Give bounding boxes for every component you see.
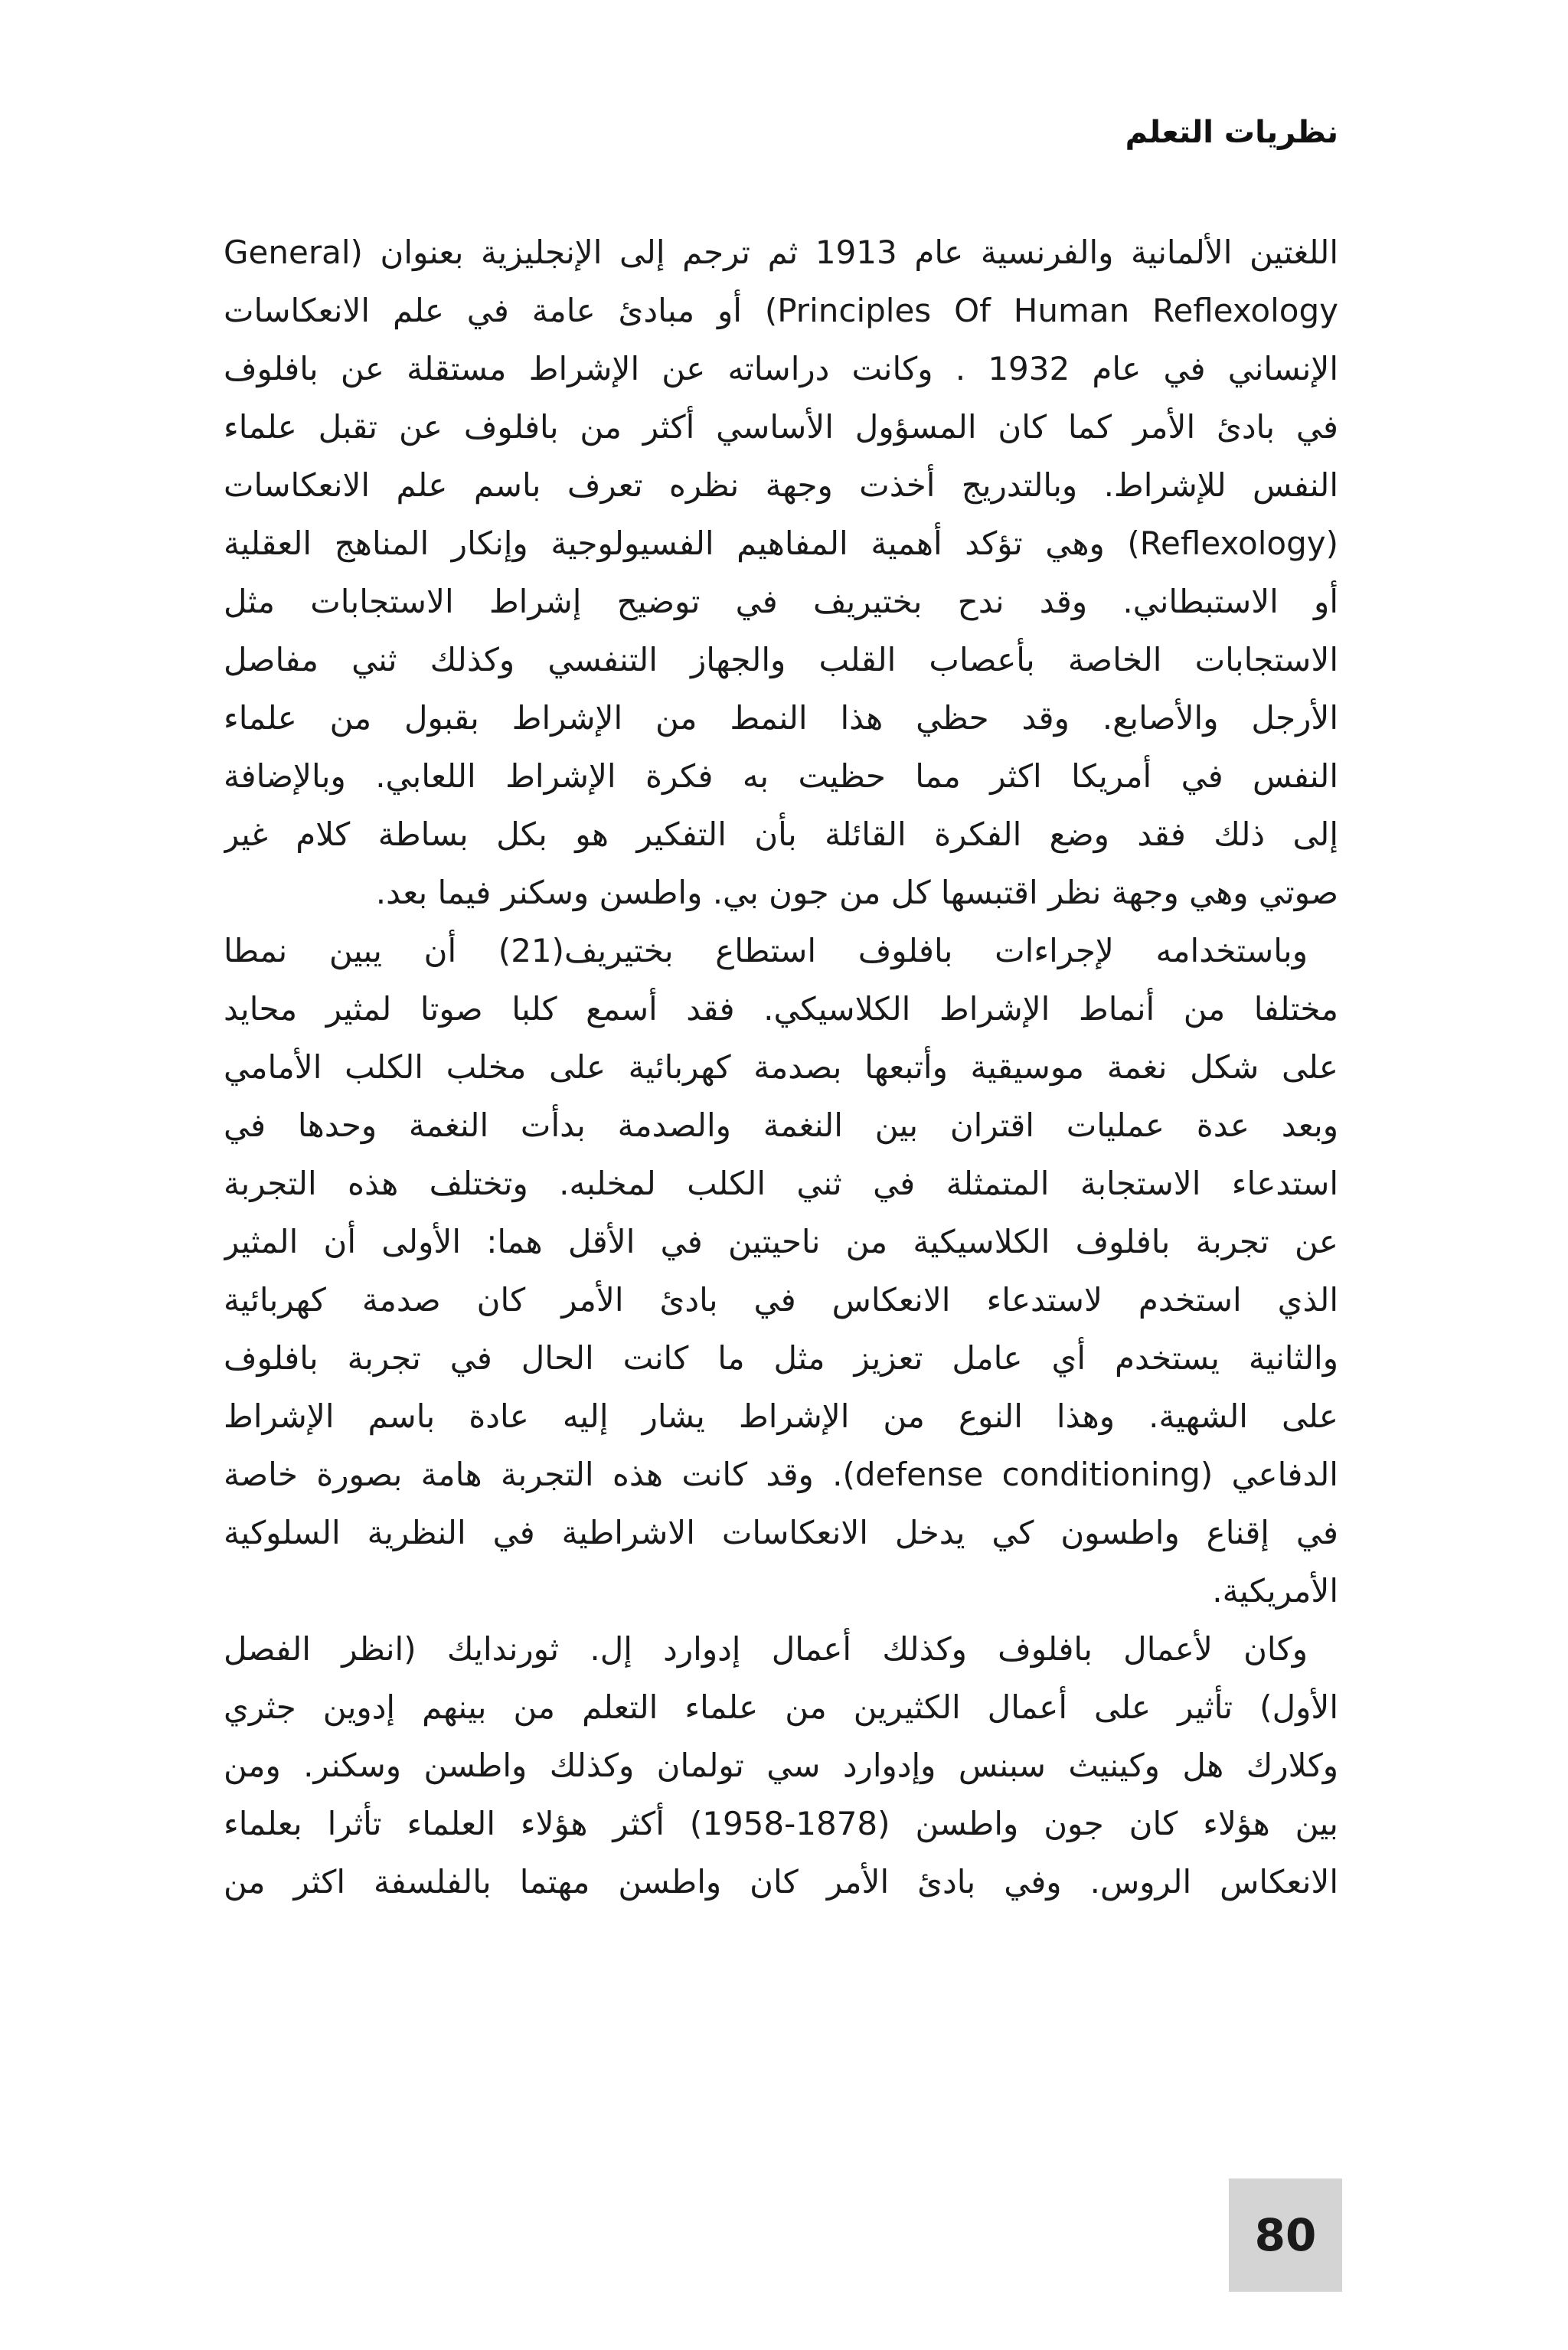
body-text: [224, 224, 1338, 1911]
text-line: في بادئ الأمر كما كان المسؤول الأساسي أكثر من بافلوف عن تقبل علماء: [224, 408, 1338, 446]
text-line: عن تجربة بافلوف الكلاسيكية من ناحيتين في الأقل هما: الأولى أن المثير: [224, 1223, 1338, 1260]
text-line: على شكل نغمة موسيقية وأتبعها بصدمة كهربائية على مخلب الكلب الأمامي: [224, 1048, 1338, 1086]
text-line: الانعكاس الروس. وفي بادئ الأمر كان واطسن مهتما بالفلسفة اكثر من: [224, 1863, 1338, 1901]
text-line: بين هؤلاء كان جون واطسن (1878-1958) أكثر هؤلاء العلماء تأثرا بعلماء: [224, 1805, 1338, 1842]
text-line: الأمريكية.: [1212, 1572, 1338, 1610]
text-line: الأول) تأثير على أعمال الكثيرين من علماء التعلم من بينهم إدوين جثري: [224, 1688, 1338, 1726]
page-number-box: [1229, 2178, 1342, 2292]
text-line: صوتي وهي وجهة نظر اقتبسها كل من جون بي. واطسن وسكنر فيما بعد.: [375, 874, 1338, 911]
page-number: 80: [1254, 2209, 1317, 2261]
running-header: نظريات التعلم: [1125, 115, 1338, 150]
text-line: اللغتين الألمانية والفرنسية عام 1913 ثم ترجم إلى الإنجليزية بعنوان (General: [224, 234, 1338, 271]
text-line: وكلارك هل وكينيث سبنس وإدوارد سي تولمان وكذلك واطسن وسكنر. ومن: [224, 1747, 1338, 1784]
text-line: وباستخدامه لإجراءات بافلوف استطاع بختيريف(21) أن يبين نمطا: [224, 932, 1308, 969]
text-line: النفس للإشراط. وبالتدريج أخذت وجهة نظره تعرف باسم علم الانعكاسات: [224, 466, 1338, 504]
text-line: مختلفا من أنماط الإشراط الكلاسيكي. فقد أسمع كلبا صوتا لمثير محايد: [224, 990, 1338, 1028]
text-line: وبعد عدة عمليات اقتران بين النغمة والصدمة بدأت النغمة وحدها في: [224, 1106, 1338, 1144]
text-line: والثانية يستخدم أي عامل تعزيز مثل ما كانت الحال في تجربة بافلوف: [224, 1339, 1338, 1377]
text-line: أو الاستبطاني. وقد ندح بختيريف في توضيح إشراط الاستجابات مثل: [224, 583, 1338, 620]
text-line: (Reflexology) وهي تؤكد أهمية المفاهيم الفسيولوجية وإنكار المناهج العقلية: [224, 525, 1338, 562]
text-line: Principles Of Human Reflexology) أو مبادئ عامة في علم الانعكاسات: [224, 292, 1338, 329]
text-line: الأرجل والأصابع. وقد حظي هذا النمط من الإشراط بقبول من علماء: [224, 699, 1338, 737]
text-line: الإنساني في عام 1932 . وكانت دراساته عن الإشراط مستقلة عن بافلوف: [224, 350, 1338, 387]
text-line: في إقناع واطسون كي يدخل الانعكاسات الاشراطية في النظرية السلوكية: [224, 1514, 1338, 1551]
text-line: النفس في أمريكا اكثر مما حظيت به فكرة الإشراط اللعابي. وبالإضافة: [224, 757, 1338, 795]
text-line: إلى ذلك فقد وضع الفكرة القائلة بأن التفكير هو بكل بساطة كلام غير: [224, 815, 1338, 853]
text-line: الدفاعي (defense conditioning). وقد كانت هذه التجربة هامة بصورة خاصة: [224, 1456, 1338, 1493]
text-line: على الشهية. وهذا النوع من الإشراط يشار إليه عادة باسم الإشراط: [224, 1397, 1338, 1435]
text-line: الذي استخدم لاستدعاء الانعكاس في بادئ الأمر كان صدمة كهربائية: [224, 1281, 1338, 1319]
text-line: استدعاء الاستجابة المتمثلة في ثني الكلب لمخلبه. وتختلف هذه التجربة: [224, 1165, 1338, 1202]
text-line: الاستجابات الخاصة بأعصاب القلب والجهاز التنفسي وكذلك ثني مفاصل: [224, 641, 1338, 678]
text-line: وكان لأعمال بافلوف وكذلك أعمال إدوارد إل. ثورندايك (انظر الفصل: [224, 1630, 1308, 1668]
